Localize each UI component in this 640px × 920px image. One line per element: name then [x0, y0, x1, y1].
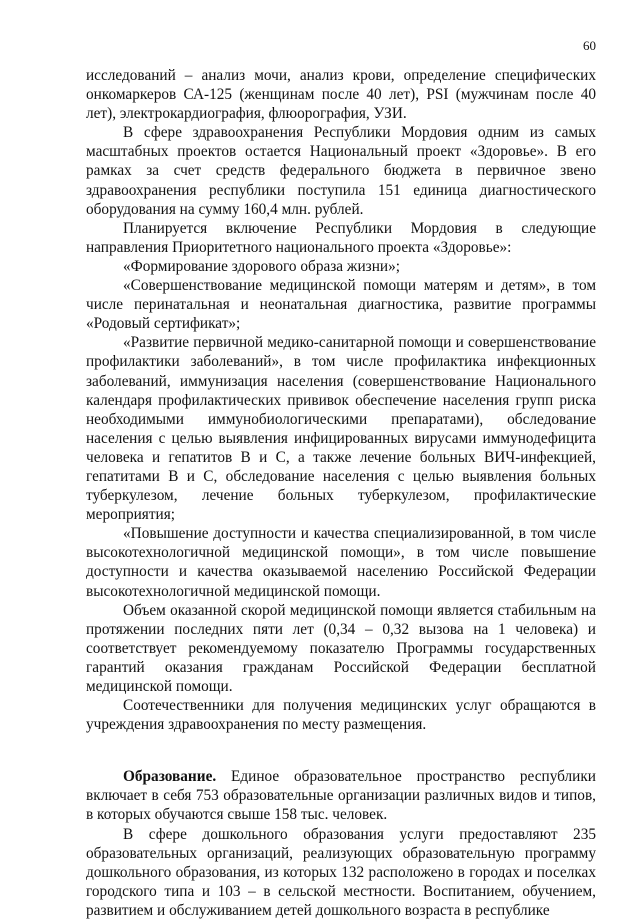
document-page [86, 0, 596, 919]
paragraph-planned-inclusion: Планируется включение Республики Мордовия в следующие направления Приоритетного национального проекта «Здоровье»: [86, 219, 596, 256]
paragraph-healthy-lifestyle: «Формирование здорового образа жизни»; [123, 257, 400, 275]
section-spacer [86, 734, 596, 767]
paragraph-maternal-care: «Совершенствование медицинской помощи матерям и детям», в том числе перинатальная и неонатальная диагностика, развитие программы «Родовый сертификат»; [86, 277, 596, 333]
paragraph-specialized-care: «Повышение доступности и качества специализированной, в том числе высокотехнологичной медицинской помощи», в том числе повышение доступности и качества оказываемой населению Российской Федерации высокотехнологичной медицинской помощи. [86, 525, 596, 600]
paragraph-compatriots: Соотечественники для получения медицинских услуг обращаются в учреждения здравоохранения по месту размещения. [86, 697, 596, 734]
page-number: 60 [583, 38, 596, 53]
paragraph-national-project: В сфере здравоохранения Республики Мордовия одним из самых масштабных проектов остается Национальный проект «Здоровье». В его рамках за счет средств федерального бюджета в первичное звено здравоохранения республики поступила 151 единица диагностического оборудования на сумму 160,4 млн. рублей. [86, 124, 596, 218]
paragraph-emergency-care: Объем оказанной скорой медицинской помощи является стабильным на протяжении последних пяти лет (0,34 – 0,32 вызова на 1 человека) и соответствует рекомендуемому показателю Программы государственных гарантий оказания гражданам Российской Федерации бесплатной медицинской помощи. [86, 601, 596, 695]
paragraph-preschool: В сфере дошкольного образования услуги предоставляют 235 образовательных организаций, реализующих образовательную программу дошкольного образования, из которых 132 расположено в городах и поселках городского типа и 103 – в сельской местности. Воспитанием, обучением, развитием и обслуживанием детей дошкольного возраста в республике [86, 825, 596, 919]
paragraph-education [86, 767, 596, 824]
document-body [86, 66, 596, 920]
section-heading-education: Образование. [123, 768, 217, 786]
paragraph-exam-list: исследований – анализ мочи, анализ крови, определение специфических онкомаркеров СА-125 (женщинам после 40 лет), PSI (мужчинам после 40 лет), электрокардиография, флюорография, УЗИ. [86, 67, 596, 123]
paragraph-education-text: Единое образовательное пространство республики включает в себя 753 образовательные организации различных видов и типов, в которых обучаются свыше 158 тыс. человек. [86, 768, 596, 824]
paragraph-primary-care: «Развитие первичной медико-санитарной помощи и совершенствование профилактики заболеваний», в том числе профилактика инфекционных заболеваний, иммунизация населения (совершенствование Национального календаря профилактических прививок обеспечение населения групп риска необходимыми иммунобиологическими препаратами), обследование населения с целью выявления инфицированных вирусами иммунодефицита человека и гепатитов В и С, а также лечение больных ВИЧ-инфекцией, гепатитами В и С, обследование населения с целью выявления больных туберкулезом, лечение больных туберкулезом, профилактические мероприятия; [86, 334, 596, 524]
